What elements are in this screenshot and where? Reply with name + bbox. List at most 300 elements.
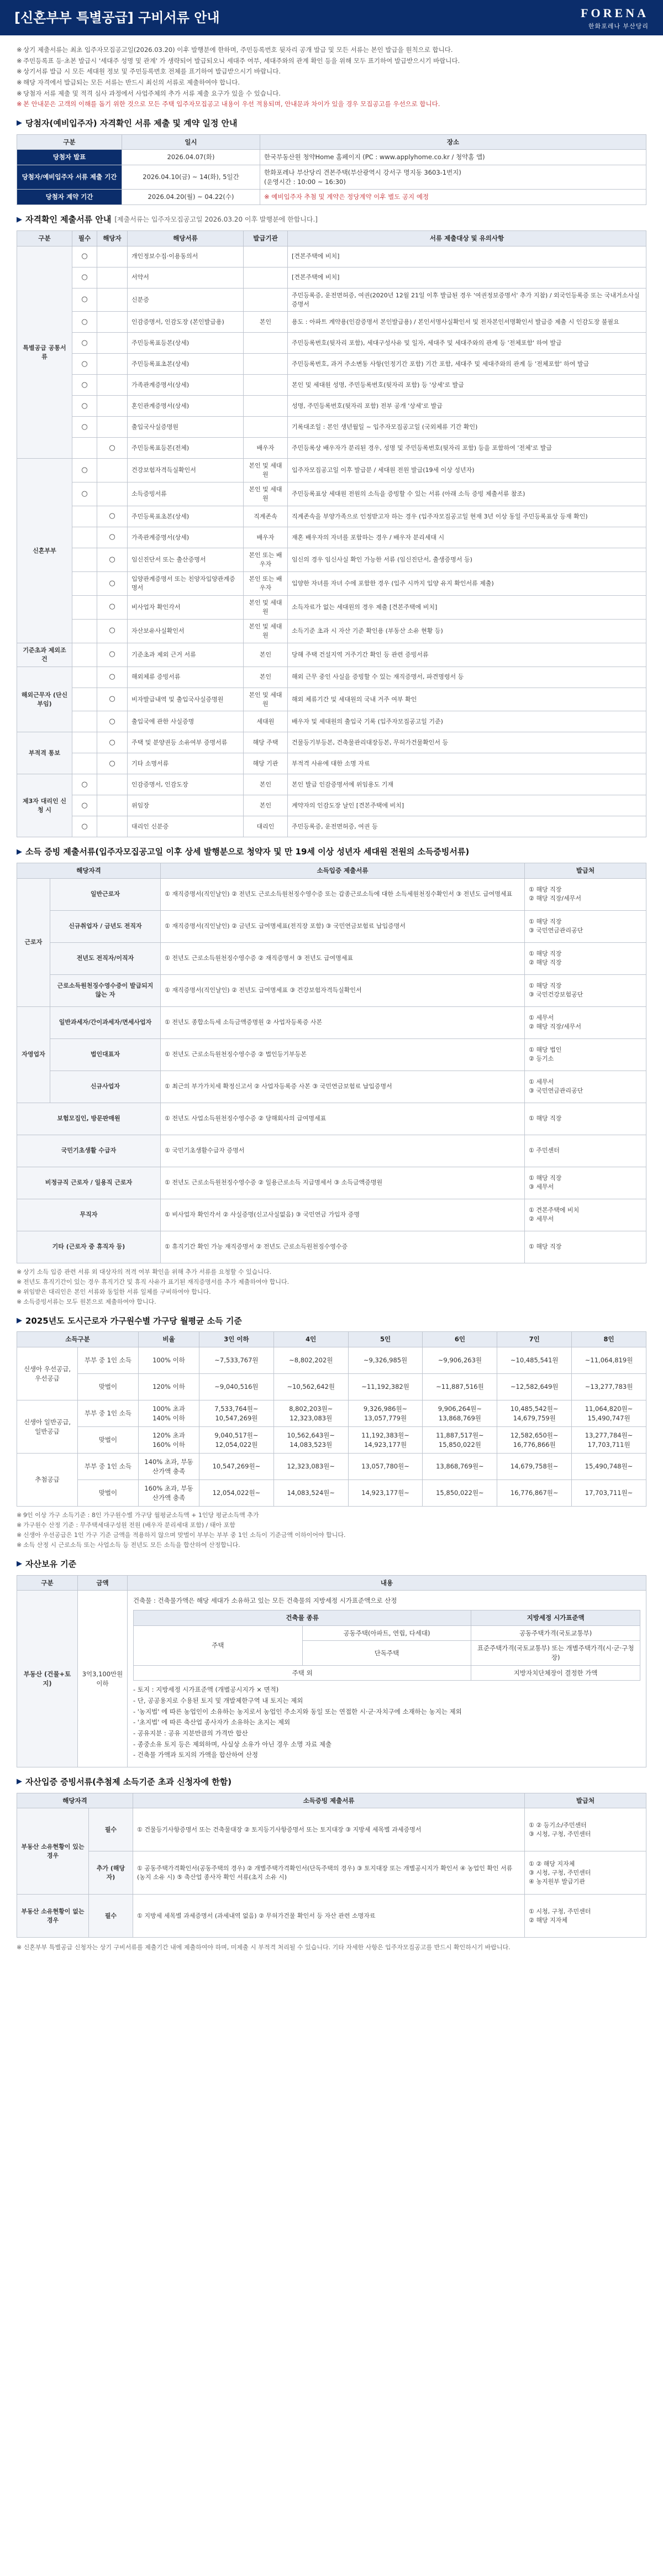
optional-mark: ○ xyxy=(97,438,128,459)
document-desc: 주민등록증, 운전면허증, 여권(2020년 12월 21일 이후 발급된 경우 '여권정보증명서' 추가 지참) / 외국인등록증 또는 국내거소사실증명서 xyxy=(288,288,646,312)
optional-mark xyxy=(97,396,128,417)
asset-sub-kind: 주택 xyxy=(134,1625,303,1665)
standard-ratio: 160% 초과, 부동산가액 충족 xyxy=(139,1480,199,1507)
asset-proof-docs: ① 건물등기사항증명서 또는 건축물대장 ② 토지등기사항증명서 또는 토지대장 ③ 지방세 세목별 과세증명서 xyxy=(133,1808,525,1851)
document-desc: 재혼 배우자의 자녀를 포함하는 경우 / 배우자 분리세대 시 xyxy=(288,527,646,548)
income-docs: ① 비사업자 확인각서 ② 사실증명(신고사실없음) ③ 국민연금 가입자 증명 xyxy=(161,1199,525,1231)
income-docs: ① 전년도 근로소득원천징수영수증 ② 법인등기부등본 xyxy=(161,1038,525,1071)
document-name: 주민등록표초본(상세) xyxy=(128,354,244,375)
asset-note: - '농지법' 에 따른 농업인이 소유하는 농지로서 농업인 주소지와 동일 또는 연접한 시·군·자치구에 소재하는 농지는 제외 xyxy=(133,1707,462,1715)
column-header: 구분 xyxy=(17,1575,78,1591)
asset-proof-docs: ① 지방세 세목별 과세증명서 (과세내역 없음) ② 무허가건물 확인서 등 자산 관련 소명자료 xyxy=(133,1895,525,1938)
document-desc: 입주자모집공고일 이후 발급분 / 세대원 전원 발급(19세 이상 성년자) xyxy=(288,459,646,482)
document-name: 기준초과 제외 근거 서류 xyxy=(128,643,244,667)
column-header: 3인 이하 xyxy=(199,1332,274,1347)
document-issuer: 본인 및 세대원 xyxy=(244,482,288,506)
section-title-text: 자산보유 기준 xyxy=(25,1559,77,1569)
document-row xyxy=(17,548,646,572)
standard-notes xyxy=(17,1511,646,1550)
required-mark xyxy=(72,619,97,643)
column-header: 내용 xyxy=(128,1575,646,1591)
triangle-icon: ▶ xyxy=(17,1316,22,1325)
standard-ratio: 120% 이하 xyxy=(139,1374,199,1400)
income-row xyxy=(17,1103,646,1135)
income-issuer: ① 세무서 ② 해당 직장/세무서 xyxy=(525,1006,646,1038)
standard-value: ~7,533,767원 xyxy=(199,1347,274,1374)
section-title-text: 당첨자(예비입주자) 자격확인 서류 제출 및 계약 일정 안내 xyxy=(25,118,238,129)
income-issuer: ① 세무서 ③ 국민연금관리공단 xyxy=(525,1071,646,1103)
column-header: 7인 xyxy=(497,1332,572,1347)
documents-table xyxy=(17,230,646,838)
main-content xyxy=(0,35,663,1952)
document-row xyxy=(17,482,646,506)
optional-mark: ○ xyxy=(97,753,128,774)
standard-note: ※ 9인 이상 가구 소득기준 : 8인 가구원수별 가구당 월평균소득액 + 1인당 평균소득액 추가 xyxy=(17,1511,646,1520)
standard-sub: 부부 중 1인 소득 xyxy=(78,1454,139,1480)
document-desc: 부적격 사유에 대한 소명 자료 xyxy=(288,753,646,774)
document-issuer: 배우자 xyxy=(244,438,288,459)
income-type: 국민기초생활 수급자 xyxy=(17,1135,161,1167)
income-issuer: ① 주민센터 xyxy=(525,1135,646,1167)
column-header: 구분 xyxy=(17,134,122,150)
standard-value: 15,850,022원~ xyxy=(423,1480,497,1507)
triangle-icon: ▶ xyxy=(17,847,22,856)
income-type: 비정규직 근로자 / 일용직 근로자 xyxy=(17,1167,161,1199)
optional-mark: ○ xyxy=(97,572,128,596)
income-group: 근로자 xyxy=(17,878,50,1006)
standard-value: 8,802,203원~ 12,323,083원 xyxy=(273,1400,348,1427)
income-type: 전년도 전직자/이직자 xyxy=(50,942,161,974)
document-row xyxy=(17,333,646,354)
schedule-label: 당첨자 발표 xyxy=(17,150,122,165)
standard-value: 12,054,022원~ xyxy=(199,1480,274,1507)
document-desc: 주민등록증, 운전면허증, 여권 등 xyxy=(288,816,646,837)
asset-group: 부동산 (건물+토지) xyxy=(17,1591,78,1767)
document-desc: 소득기준 초과 시 자산 기준 확인용 (부동산 소유 현황 등) xyxy=(288,619,646,643)
document-desc: 계약자의 인감도장 날인 [견본주택에 비치] xyxy=(288,795,646,816)
standard-value: 7,533,764원~ 10,547,269원 xyxy=(199,1400,274,1427)
standard-ratio: 100% 초과 140% 이하 xyxy=(139,1400,199,1427)
income-issuer: ① 해당 직장 xyxy=(525,1231,646,1263)
asset-proof-issuer: ① ② 등기소/주민센터 ③ 시청, 구청, 주민센터 xyxy=(525,1808,646,1851)
document-name: 출입국에 관한 사실증명 xyxy=(128,711,244,732)
document-row xyxy=(17,667,646,688)
document-issuer: 본인 xyxy=(244,667,288,688)
standard-value: 17,703,711원~ xyxy=(572,1480,646,1507)
document-name: 건강보험자격득실확인서 xyxy=(128,459,244,482)
document-group: 기준초과 제외조건 xyxy=(17,643,72,667)
document-name: 입양관계증명서 또는 친양자입양관계증명서 xyxy=(128,572,244,596)
income-row xyxy=(17,942,646,974)
brand-logo xyxy=(581,4,649,31)
optional-mark: ○ xyxy=(97,548,128,572)
column-header: 4인 xyxy=(273,1332,348,1347)
income-type: 보험모집인, 방문판매원 xyxy=(17,1103,161,1135)
document-row xyxy=(17,312,646,333)
optional-mark xyxy=(97,417,128,438)
document-issuer xyxy=(244,288,288,312)
triangle-icon: ▶ xyxy=(17,1777,22,1786)
standard-value: 13,868,769원~ xyxy=(423,1454,497,1480)
document-issuer xyxy=(244,333,288,354)
column-header: 해당자격 xyxy=(17,1793,133,1808)
required-mark xyxy=(72,506,97,527)
column-header: 6인 xyxy=(423,1332,497,1347)
income-type: 일반근로자 xyxy=(50,878,161,910)
document-issuer: 본인 및 세대원 xyxy=(244,595,288,619)
document-name: 위임장 xyxy=(128,795,244,816)
standard-note: ※ 가구원수 산정 기준 : 무주택세대구성원 전원 (배우자 분리세대 포함) / 태아 포함 xyxy=(17,1521,646,1530)
document-issuer: 본인 및 세대원 xyxy=(244,619,288,643)
document-desc: 주민등록번호(뒷자리 포함), 세대구성사유 및 일자, 세대주 및 세대주와의 관계 등 '전체포함' 하여 발급 xyxy=(288,333,646,354)
triangle-icon: ▶ xyxy=(17,1560,22,1568)
document-row xyxy=(17,688,646,711)
page-title: [신혼부부 특별공급] 구비서류 안내 xyxy=(14,9,220,25)
asset-sub-type: 단독주택 xyxy=(302,1641,471,1665)
document-name: 자산보유사실확인서 xyxy=(128,619,244,643)
intro-note: ※ 본 안내문은 고객의 이해를 돕기 위한 것으로 모든 주택 입주자모집공고 내용이 우선 적용되며, 안내문과 차이가 있을 경우 모집공고를 우선으로 합니다. xyxy=(17,99,646,109)
column-header: 지방세정 시가표준액 xyxy=(471,1610,640,1625)
required-mark: ○ xyxy=(72,288,97,312)
schedule-place: 한국부동산원 청약Home 홈페이지 (PC : www.applyhome.co.kr / 청약홈 앱) xyxy=(260,150,646,165)
document-row xyxy=(17,619,646,643)
document-row xyxy=(17,417,646,438)
asset-sub-table xyxy=(133,1610,640,1681)
document-issuer xyxy=(244,267,288,288)
asset-proof-docs: ① 공동주택가격확인서(공동주택의 경우) ② 개별주택가격확인서(단독주택의 경우) ③ 토지대장 또는 개별공시지가 확인서 ④ 농업인 확인 서류(농지 소유 시) ⑤ 축산업 종사자 확인 서류(초지 소유 시) xyxy=(133,1851,525,1895)
schedule-row xyxy=(17,165,646,190)
section-title-text: 자격확인 제출서류 안내 xyxy=(25,214,112,225)
income-docs: ① 국민기초생활수급자 증명서 xyxy=(161,1135,525,1167)
section-asset-proof-title xyxy=(17,1776,646,1788)
income-docs: ① 휴직기간 확인 가능 재직증명서 ② 전년도 근로소득원천징수영수증 xyxy=(161,1231,525,1263)
document-row xyxy=(17,267,646,288)
income-docs: ① 전년도 근로소득원천징수영수증 ② 일용근로소득 지급명세서 ③ 소득금액증명원 xyxy=(161,1167,525,1199)
footer-note: ※ 신혼부부 특별공급 신청자는 상기 구비서류를 제출기간 내에 제출하여야 하며, 미제출 시 부적격 처리될 수 있습니다. 기타 자세한 사항은 입주자모집공고를 반드시 확인하시기 바랍니다. xyxy=(17,1944,511,1951)
required-mark: ○ xyxy=(72,375,97,396)
standard-ratio: 100% 이하 xyxy=(139,1347,199,1374)
standard-value: 13,277,784원~ 17,703,711원 xyxy=(572,1427,646,1454)
document-issuer: 본인 xyxy=(244,643,288,667)
standard-row xyxy=(17,1454,646,1480)
column-header: 소득입증 제출서류 xyxy=(161,863,525,879)
intro-notes xyxy=(17,45,646,109)
asset-sub-row xyxy=(134,1665,640,1681)
income-docs: ① 재직증명서(직인날인) ② 금년도 급여명세표(전직장 포함) ③ 국민연금보험료 납입증명서 xyxy=(161,910,525,942)
column-header: 소득구분 xyxy=(17,1332,139,1347)
standard-sub: 부부 중 1인 소득 xyxy=(78,1347,139,1374)
document-row xyxy=(17,595,646,619)
document-issuer: 대리인 xyxy=(244,816,288,837)
column-header: 8인 xyxy=(572,1332,646,1347)
schedule-label: 당첨자/예비입주자 서류 제출 기간 xyxy=(17,165,122,190)
document-desc: [견본주택에 비치] xyxy=(288,246,646,267)
optional-mark xyxy=(97,312,128,333)
intro-note: ※ 상기서류 발급 시 모든 세대원 정보 및 주민등록번호 전체를 표기하여 발급받으시기 바랍니다. xyxy=(17,67,646,76)
column-header: 5인 xyxy=(348,1332,423,1347)
document-name: 비사업자 확인각서 xyxy=(128,595,244,619)
document-issuer: 본인 또는 배우자 xyxy=(244,548,288,572)
document-name: 개인정보수집·이용동의서 xyxy=(128,246,244,267)
income-issuer: ① 해당 직장 ③ 세무서 xyxy=(525,1167,646,1199)
optional-mark xyxy=(97,375,128,396)
asset-sub-price: 지방자치단체장이 결정한 가액 xyxy=(471,1665,640,1681)
document-desc: 용도 : 아파트 계약용(인감증명서 본인발급용) / 본인서명사실확인서 및 전자본인서명확인서 발급증 제출 시 인감도장 불필요 xyxy=(288,312,646,333)
schedule-date: 2026.04.10(금) ~ 14(화), 5일간 xyxy=(122,165,260,190)
optional-mark xyxy=(97,246,128,267)
standard-value: 10,547,269원~ xyxy=(199,1454,274,1480)
income-docs: ① 재직증명서(직인날인) ② 전년도 급여명세표 ③ 건강보험자격득실확인서 xyxy=(161,974,525,1006)
section-standard-title xyxy=(17,1315,646,1328)
asset-sub-row xyxy=(134,1625,640,1641)
income-row xyxy=(17,974,646,1006)
standard-value: ~9,040,516원 xyxy=(199,1374,274,1400)
income-row xyxy=(17,1038,646,1071)
standard-type: 추첨공급 xyxy=(17,1454,78,1507)
asset-sub-price: 표준주택가격(국토교통부) 또는 개별주택가격(시·군·구청장) xyxy=(471,1641,640,1665)
document-issuer: 본인 및 세대원 xyxy=(244,459,288,482)
optional-mark xyxy=(97,816,128,837)
optional-mark xyxy=(97,267,128,288)
standard-value: 11,887,517원~ 15,850,022원 xyxy=(423,1427,497,1454)
schedule-row xyxy=(17,190,646,205)
schedule-date: 2026.04.07(화) xyxy=(122,150,260,165)
document-issuer: 해당 기관 xyxy=(244,753,288,774)
column-header: 구분 xyxy=(17,230,72,246)
standard-value: 9,906,264원~ 13,868,769원 xyxy=(423,1400,497,1427)
income-docs: ① 전년도 근로소득원천징수영수증 ② 재직증명서 ③ 전년도 급여명세표 xyxy=(161,942,525,974)
standard-value: 11,192,383원~ 14,923,177원 xyxy=(348,1427,423,1454)
income-issuer: ① 해당 직장 ③ 국민건강보험공단 xyxy=(525,974,646,1006)
asset-sub-kind: 주택 외 xyxy=(134,1665,471,1681)
required-mark xyxy=(72,572,97,596)
document-name: 해외체류 증빙서류 xyxy=(128,667,244,688)
required-mark: ○ xyxy=(72,459,97,482)
document-issuer: 본인 xyxy=(244,774,288,795)
required-mark xyxy=(72,527,97,548)
income-issuer: ① 해당 직장 xyxy=(525,1103,646,1135)
standard-ratio: 140% 초과, 부동산가액 충족 xyxy=(139,1454,199,1480)
asset-proof-table xyxy=(17,1793,646,1938)
required-mark: ○ xyxy=(72,354,97,375)
asset-row xyxy=(17,1591,646,1767)
column-header: 발급기관 xyxy=(244,230,288,246)
document-desc: [견본주택에 비치] xyxy=(288,267,646,288)
required-mark xyxy=(72,667,97,688)
column-header: 서류 제출대상 및 유의사항 xyxy=(288,230,646,246)
document-name: 인감증명서, 인감도장 (본인발급용) xyxy=(128,312,244,333)
document-desc: 임신의 경우 임신사실 확인 가능한 서류 (임신진단서, 출생증명서 등) xyxy=(288,548,646,572)
document-group: 해외근무자 (단신부임) xyxy=(17,667,72,732)
income-docs: ① 최근의 부가가치세 확정신고서 ② 사업자등록증 사본 ③ 국민연금보험료 납입증명서 xyxy=(161,1071,525,1103)
income-note: ※ 소득증빙서류는 모두 원본으로 제출하여야 합니다. xyxy=(17,1298,646,1307)
section-income-title xyxy=(17,846,646,858)
document-name: 인감증명서, 인감도장 xyxy=(128,774,244,795)
asset-proof-type: 추가 (해당자) xyxy=(89,1851,133,1895)
optional-mark: ○ xyxy=(97,527,128,548)
asset-proof-type: 필수 xyxy=(89,1808,133,1851)
document-desc: 직계존속을 부양가족으로 인정받고자 하는 경우 (입주자모집공고일 현재 3년 이상 동일 주민등록표상 등재 확인) xyxy=(288,506,646,527)
standard-value: 10,562,643원~ 14,083,523원 xyxy=(273,1427,348,1454)
optional-mark xyxy=(97,333,128,354)
standard-value: 14,679,758원~ xyxy=(497,1454,572,1480)
optional-mark: ○ xyxy=(97,506,128,527)
asset-table xyxy=(17,1575,646,1767)
document-name: 출입국사실증명원 xyxy=(128,417,244,438)
standard-type: 신생아 우선공급, 우선공급 xyxy=(17,1347,78,1400)
document-issuer: 배우자 xyxy=(244,527,288,548)
document-desc: 본인 발급 인감증명서에 위임용도 기재 xyxy=(288,774,646,795)
income-issuer: ① 해당 직장 ② 해당 직장/세무서 xyxy=(525,878,646,910)
standard-value: 14,083,524원~ xyxy=(273,1480,348,1507)
optional-mark xyxy=(97,795,128,816)
standard-note: ※ 신생아 우선공급은 1인 가구 기준 금액을 적용하지 않으며 맞벌이 부부는 부부 중 1인 소득이 기준금액 이하이어야 합니다. xyxy=(17,1531,646,1540)
standard-sub: 맞벌이 xyxy=(78,1480,139,1507)
document-group: 신혼부부 xyxy=(17,459,72,643)
standard-value: 12,582,650원~ 16,776,866원 xyxy=(497,1427,572,1454)
document-group: 특별공급 공통서류 xyxy=(17,246,72,459)
standard-value: 9,326,986원~ 13,057,779원 xyxy=(348,1400,423,1427)
document-row xyxy=(17,396,646,417)
document-issuer: 직계존속 xyxy=(244,506,288,527)
income-row xyxy=(17,878,646,910)
income-docs: ① 재직증명서(직인날인) ② 전년도 근로소득원천징수영수증 또는 갑종근로소득에 대한 소득세원천징수확인서 ③ 전년도 급여명세표 xyxy=(161,878,525,910)
document-name: 신분증 xyxy=(128,288,244,312)
income-note: ※ 상기 소득 입증 관련 서류 외 대상자의 적격 여부 확인을 위해 추가 서류를 요청할 수 있습니다. xyxy=(17,1268,646,1277)
required-mark: ○ xyxy=(72,312,97,333)
required-mark xyxy=(72,753,97,774)
document-desc: 주민등록표상 세대원 전원의 소득을 증빙할 수 있는 서류 (아래 소득 증빙 제출서류 참조) xyxy=(288,482,646,506)
column-header: 발급처 xyxy=(525,863,646,879)
income-type: 법인대표자 xyxy=(50,1038,161,1071)
document-group: 제3자 대리인 신청 시 xyxy=(17,774,72,837)
asset-note: - 단, 공공용지로 수용된 토지 및 개발제한구역 내 토지는 제외 xyxy=(133,1696,303,1704)
intro-note: ※ 당첨자 서류 제출 및 적격 심사 과정에서 사업주체의 추가 서류 제출 요구가 있을 수 있습니다. xyxy=(17,89,646,98)
income-docs: ① 전년도 사업소득원천징수영수증 ② 당해회사의 급여명세표 xyxy=(161,1103,525,1135)
document-desc: 성명, 주민등록번호(뒷자리 포함) 전부 공개 '상세'로 발급 xyxy=(288,396,646,417)
document-desc: 본인 및 세대원 성명, 주민등록번호(뒷자리 포함) 등 '상세'로 발급 xyxy=(288,375,646,396)
income-documents-table xyxy=(17,863,646,1263)
optional-mark: ○ xyxy=(97,688,128,711)
required-mark xyxy=(72,438,97,459)
required-mark xyxy=(72,711,97,732)
standard-value: ~11,064,819원 xyxy=(572,1347,646,1374)
standard-value: 11,064,820원~ 15,490,747원 xyxy=(572,1400,646,1427)
triangle-icon: ▶ xyxy=(17,215,22,224)
document-issuer: 해당 주택 xyxy=(244,732,288,753)
asset-proof-row xyxy=(17,1808,646,1851)
income-type: 신규사업자 xyxy=(50,1071,161,1103)
asset-note: - 공유지분 : 공유 지분만큼의 가격만 합산 xyxy=(133,1729,248,1737)
income-row xyxy=(17,1199,646,1231)
brand-subtitle: 한화포레나 부산당리 xyxy=(588,22,649,30)
income-type: 기타 (근로자 중 휴직자 등) xyxy=(17,1231,161,1263)
document-row xyxy=(17,288,646,312)
required-mark: ○ xyxy=(72,333,97,354)
document-issuer xyxy=(244,375,288,396)
income-note: ※ 전년도 휴직기간이 있는 경우 휴직기간 및 휴직 사유가 표기된 재직증명서를 추가 제출하여야 합니다. xyxy=(17,1278,646,1287)
document-issuer xyxy=(244,396,288,417)
section-documents-title xyxy=(17,214,646,226)
column-header: 장소 xyxy=(260,134,646,150)
income-docs: ① 전년도 종합소득세 소득금액증명원 ② 사업자등록증 사본 xyxy=(161,1006,525,1038)
standard-sub: 부부 중 1인 소득 xyxy=(78,1400,139,1427)
schedule-label: 당첨자 계약 기간 xyxy=(17,190,122,205)
required-mark: ○ xyxy=(72,482,97,506)
optional-mark xyxy=(97,288,128,312)
income-standard-table xyxy=(17,1331,646,1507)
brand-logo-text: FORENA xyxy=(581,6,649,20)
standard-type: 신생아 일반공급, 일반공급 xyxy=(17,1400,78,1454)
standard-value: 12,323,083원~ xyxy=(273,1454,348,1480)
document-name: 대리인 신분증 xyxy=(128,816,244,837)
optional-mark: ○ xyxy=(97,732,128,753)
income-type: 무직자 xyxy=(17,1199,161,1231)
document-row xyxy=(17,246,646,267)
income-issuer: ① 해당 법인 ② 등기소 xyxy=(525,1038,646,1071)
document-desc: 입양한 자녀를 자녀 수에 포함한 경우 (입주 시까지 입양 유지 확인서류 제출) xyxy=(288,572,646,596)
standard-row xyxy=(17,1427,646,1454)
income-issuer: ① 해당 직장 ③ 국민연금관리공단 xyxy=(525,910,646,942)
document-name: 비자발급내역 및 출입국사실증명원 xyxy=(128,688,244,711)
standard-value: 9,040,517원~ 12,054,022원 xyxy=(199,1427,274,1454)
document-issuer xyxy=(244,354,288,375)
standard-row xyxy=(17,1480,646,1507)
income-row xyxy=(17,1167,646,1199)
optional-mark: ○ xyxy=(97,619,128,643)
document-row xyxy=(17,506,646,527)
income-row xyxy=(17,1231,646,1263)
document-row xyxy=(17,527,646,548)
standard-note: ※ 소득 산정 시 근로소득 또는 사업소득 등 전년도 모든 소득을 합산하여 산정합니다. xyxy=(17,1541,646,1550)
document-name: 임신진단서 또는 출산증명서 xyxy=(128,548,244,572)
asset-note: - 종중소유 토지 등은 제외하며, 사실상 소유가 아닌 경우 소명 자료 제출 xyxy=(133,1740,332,1748)
document-issuer xyxy=(244,417,288,438)
standard-value: ~9,326,985원 xyxy=(348,1347,423,1374)
required-mark xyxy=(72,643,97,667)
optional-mark: ○ xyxy=(97,643,128,667)
schedule-table xyxy=(17,134,646,205)
document-name: 주민등록표초본(상세) xyxy=(128,506,244,527)
document-issuer: 본인 xyxy=(244,795,288,816)
income-note: ※ 위임받은 대리인은 본인 서류와 동일한 서류 일체를 구비하여야 합니다. xyxy=(17,1288,646,1297)
optional-mark: ○ xyxy=(97,667,128,688)
standard-value: 14,923,177원~ xyxy=(348,1480,423,1507)
document-group: 부적격 통보 xyxy=(17,732,72,774)
schedule-row xyxy=(17,150,646,165)
column-header: 해당자격 xyxy=(17,863,161,879)
standard-value: 10,485,542원~ 14,679,759원 xyxy=(497,1400,572,1427)
schedule-place: ※ 예비입주자 추첨 및 계약은 정당계약 이후 별도 공지 예정 xyxy=(260,190,646,205)
income-row xyxy=(17,1006,646,1038)
document-row xyxy=(17,816,646,837)
section-title-text: 소득 증빙 제출서류(입주자모집공고일 이후 상세 발행분으로 청약자 및 만 19세 이상 성년자 세대원 전원의 소득증빙서류) xyxy=(25,847,470,857)
document-row xyxy=(17,732,646,753)
asset-proof-row xyxy=(17,1851,646,1895)
required-mark xyxy=(72,548,97,572)
standard-value: ~8,802,202원 xyxy=(273,1347,348,1374)
income-notes xyxy=(17,1268,646,1307)
asset-note: - '초지법' 에 따른 축산업 종사자가 소유하는 초지는 제외 xyxy=(133,1718,291,1727)
document-desc: 주민등록번호, 과거 주소변동 사항(인정기간 포함) 기간 포함, 세대주 및 세대주와의 관계 등 '전체포함' 하여 발급 xyxy=(288,354,646,375)
document-row xyxy=(17,572,646,596)
schedule-place: 한화포레나 부산당리 견본주택(부산광역시 강서구 명지동 3603-1번지) (운영시간 : 10:00 ~ 16:30) xyxy=(260,165,646,190)
document-row xyxy=(17,774,646,795)
document-desc: 소득자료가 없는 세대원의 경우 제출 [견본주택에 비치] xyxy=(288,595,646,619)
section-subtitle: [제출서류는 입주자모집공고일 2026.03.20 이후 발행분에 한합니다.] xyxy=(114,216,318,224)
required-mark: ○ xyxy=(72,816,97,837)
standard-value: ~9,906,263원 xyxy=(423,1347,497,1374)
